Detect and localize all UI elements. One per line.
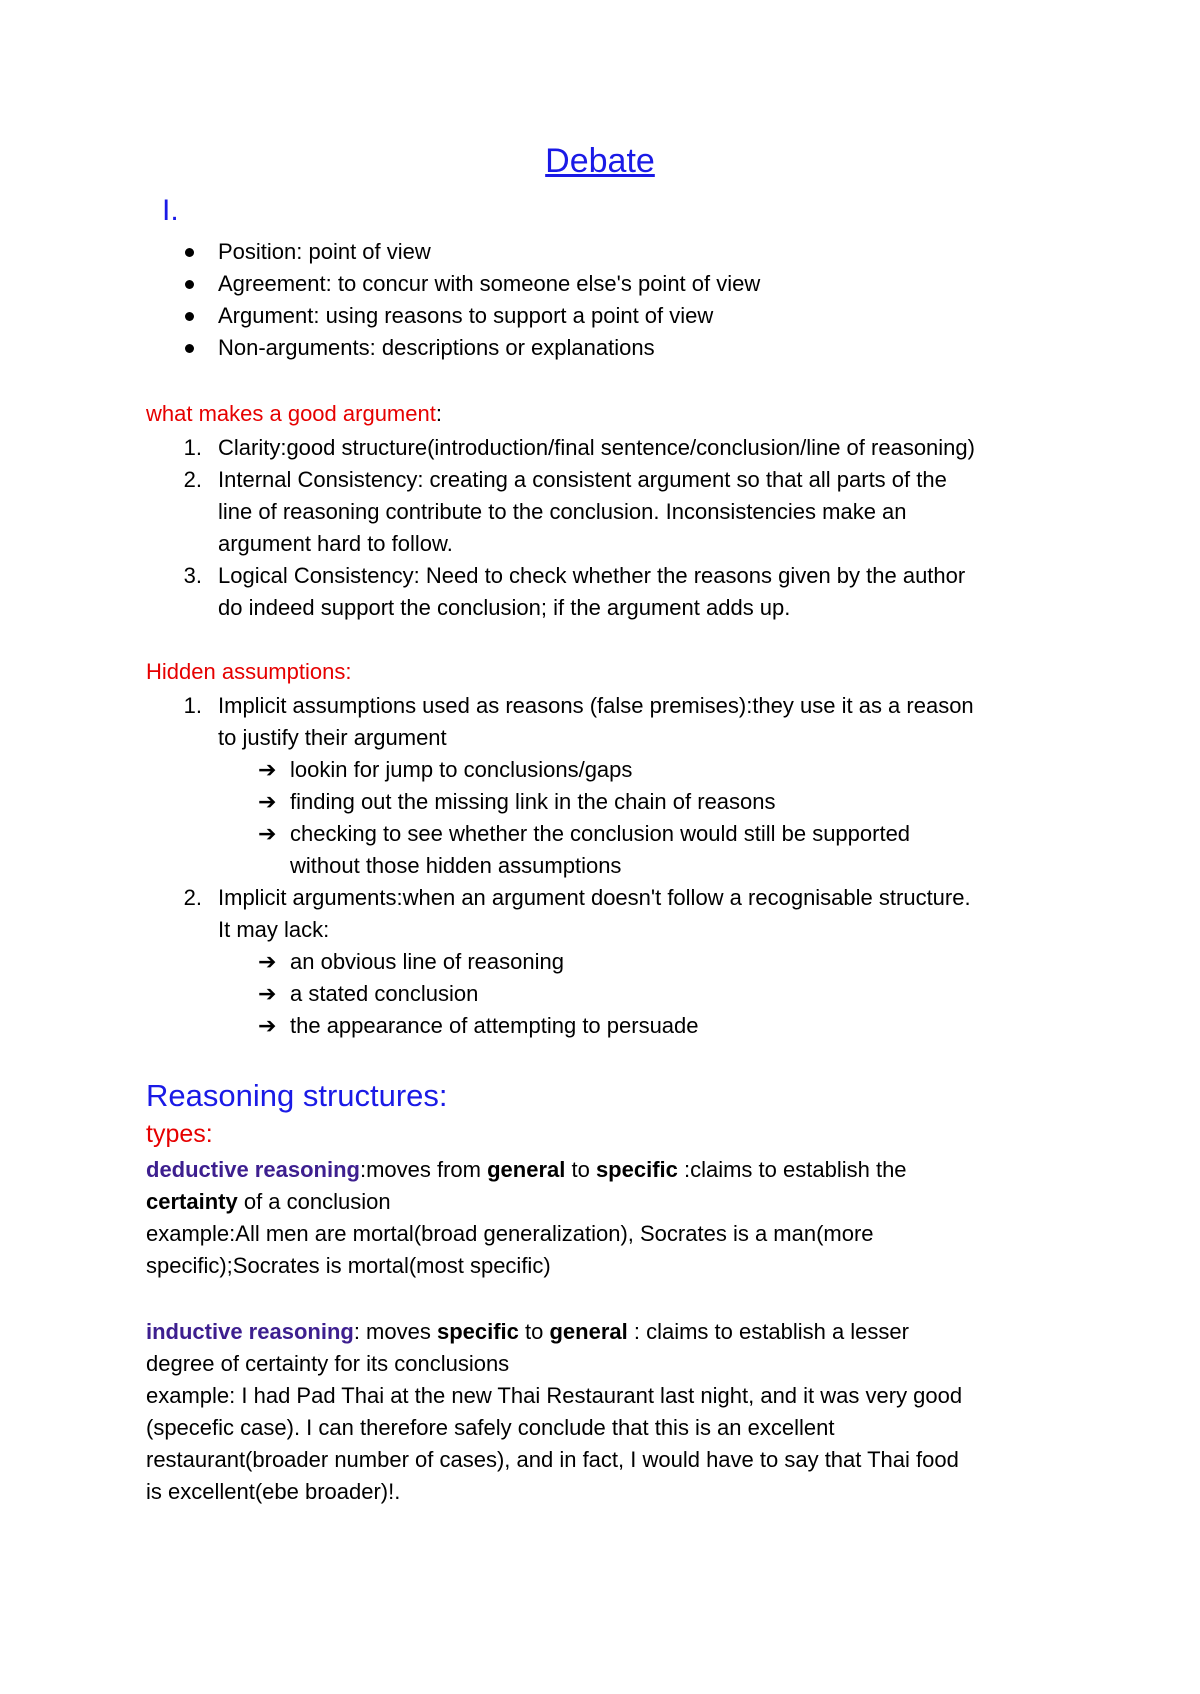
text-run: : moves (353, 1319, 437, 1344)
inductive-line-2: degree of certainty for its conclusions (146, 1351, 510, 1376)
list-item: Internal Consistency: creating a consistent argument so that all parts of the (218, 467, 947, 492)
list-number: 2. (183, 885, 202, 910)
text-run: : claims to establish a lesser (627, 1319, 909, 1344)
list-item-continued: to justify their argument (218, 725, 447, 750)
list-item-continued: line of reasoning contribute to the conclusion. Inconsistencies make an (218, 499, 907, 524)
sub-list-item: the appearance of attempting to persuade (290, 1013, 699, 1038)
inductive-example-continued: is excellent(ebe broader)!. (146, 1479, 401, 1504)
heading-colon: : (435, 401, 442, 426)
text-run: :moves from (359, 1157, 488, 1182)
list-item-continued: do indeed support the conclusion; if the argument adds up. (218, 595, 791, 620)
list-number: 3. (183, 563, 202, 588)
arrow-icon: ➔ (258, 789, 277, 814)
deductive-example-continued: specific);Socrates is mortal(most specific) (146, 1253, 551, 1278)
arrow-icon: ➔ (258, 981, 277, 1006)
list-item: Position: point of view (218, 239, 431, 264)
list-number: 1. (183, 435, 202, 460)
inductive-line-1 (146, 1316, 909, 1348)
bold-term: specific (595, 1157, 678, 1182)
list-item: Argument: using reasons to support a point of view (218, 303, 714, 328)
arrow-icon: ➔ (258, 821, 277, 846)
heading-text: what makes a good argument (146, 401, 436, 426)
list-item: Implicit assumptions used as reasons (false premises):they use it as a reason (218, 693, 974, 718)
list-item: Non-arguments: descriptions or explanations (218, 335, 655, 360)
text-run: :claims to establish the (677, 1157, 907, 1182)
inductive-term: inductive reasoning (146, 1319, 354, 1344)
bullet-icon (185, 344, 194, 353)
inductive-example-continued: (specefic case). I can therefore safely conclude that this is an excellent (146, 1415, 835, 1440)
sub-list-item: a stated conclusion (290, 981, 479, 1006)
reasoning-heading: Reasoning structures: (146, 1078, 448, 1113)
bold-term: specific (436, 1319, 519, 1344)
list-item: Agreement: to concur with someone else's point of view (218, 271, 761, 296)
section-numeral: I. (162, 194, 179, 227)
sub-list-item-continued: without those hidden assumptions (290, 853, 622, 878)
sub-list-item: finding out the missing link in the chain of reasons (290, 789, 776, 814)
text-run: to (565, 1157, 596, 1182)
bullet-icon (185, 248, 194, 257)
text-run: to (518, 1319, 550, 1344)
bold-term: general (549, 1319, 628, 1344)
bold-term: certainty (146, 1189, 238, 1214)
good-argument-heading (146, 398, 442, 430)
deductive-line-2 (146, 1186, 391, 1218)
arrow-icon: ➔ (258, 1013, 277, 1038)
inductive-example-continued: restaurant(broader number of cases), and in fact, I would have to say that Thai food (146, 1447, 959, 1472)
bullet-icon (185, 312, 194, 321)
text-run: of a conclusion (237, 1189, 391, 1214)
list-item: Implicit arguments:when an argument doesn't follow a recognisable structure. (218, 885, 971, 910)
inductive-example: example: I had Pad Thai at the new Thai Restaurant last night, and it was very good (146, 1383, 963, 1408)
sub-list-item: lookin for jump to conclusions/gaps (290, 757, 633, 782)
list-item-continued: argument hard to follow. (218, 531, 453, 556)
deductive-example: example:All men are mortal(broad generalization), Socrates is a man(more (146, 1221, 874, 1246)
sub-list-item: an obvious line of reasoning (290, 949, 564, 974)
list-number: 1. (183, 693, 202, 718)
sub-list-item: checking to see whether the conclusion would still be supported (290, 821, 911, 846)
bold-term: general (487, 1157, 566, 1182)
bullet-icon (185, 280, 194, 289)
deductive-line-1 (146, 1154, 907, 1186)
hidden-assumptions-heading: Hidden assumptions: (146, 659, 352, 684)
arrow-icon: ➔ (258, 949, 277, 974)
list-item: Logical Consistency: Need to check whether the reasons given by the author (218, 563, 966, 588)
arrow-icon: ➔ (258, 757, 277, 782)
list-item: Clarity:good structure(introduction/final sentence/conclusion/line of reasoning) (218, 435, 975, 460)
types-heading: types: (146, 1120, 213, 1148)
document-title: Debate (545, 142, 655, 180)
deductive-term: deductive reasoning (146, 1157, 360, 1182)
list-item-continued: It may lack: (218, 917, 330, 942)
list-number: 2. (183, 467, 202, 492)
